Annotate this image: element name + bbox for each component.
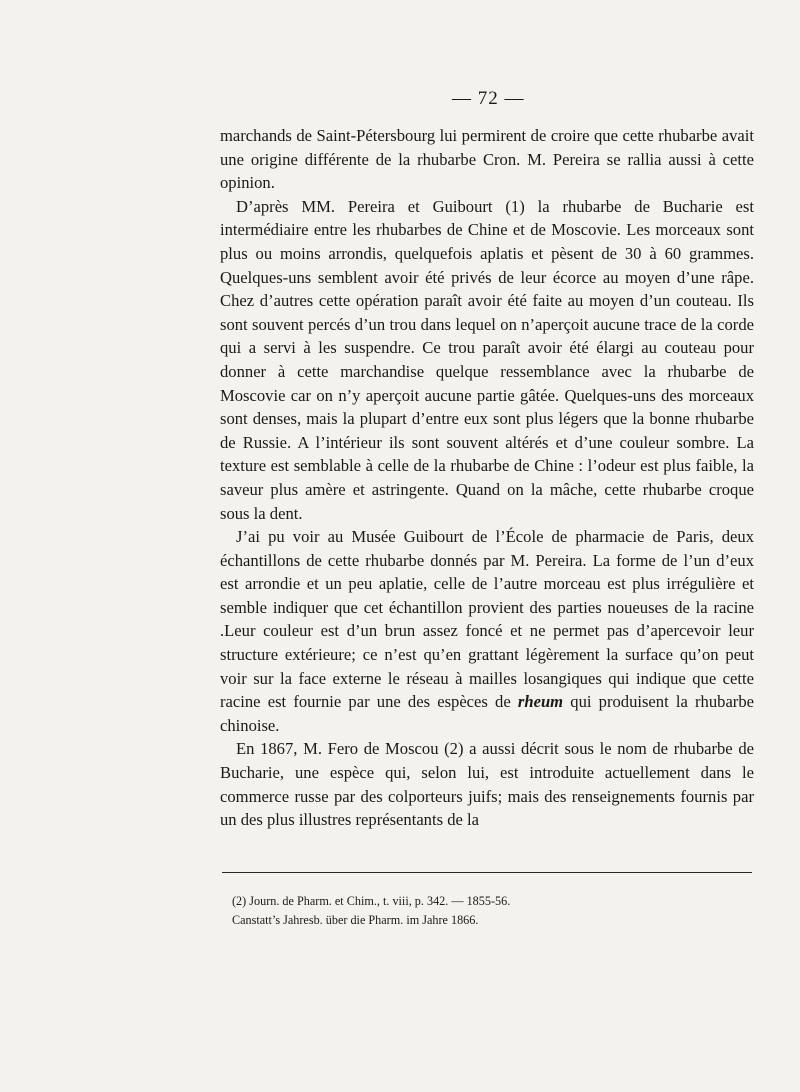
emphasis-term: rheum — [517, 692, 564, 712]
paragraph: marchands de Saint-Pétersbourg lui permirent de croire que cette rhubarbe avait une origine différente de la rhubarbe Cron. M. Pereira se rallia aussi à cette opinion. — [220, 126, 754, 193]
paragraph-text-end: qui produisent la rhubarbe chinoise. — [220, 692, 754, 735]
footnote-divider — [222, 872, 752, 873]
paragraph — [220, 525, 754, 737]
paragraph: D’après MM. Pereira et Guibourt (1) la rhubarbe de Bucharie est intermédiaire entre les rhubarbes de Chine et de Moscovie. Les morceaux sont plus ou moins arrondis, quelquefois aplatis et pèsent de 30 à 60 grammes. Quelques-uns semblent avoir été privés de leur écorce au moyen d’une râpe. Chez d’autres cette opération paraît avoir été faite au moyen d’un couteau. Ils sont souvent percés d’un trou dans lequel on n’aperçoit aucune trace de la corde qui a servi à les suspendre. Ce trou paraît avoir été élargi au couteau pour donner à cette marchandise quelque ressemblance avec la rhubarbe de Moscovie car on n’y aperçoit aucune partie gâtée. Quelques-uns des morceaux sont denses, mais la plupart d’entre eux sont plus légers que la bonne rhubarbe de Russie. A l’intérieur ils sont souvent altérés et d’une couleur sombre. La texture est semblable à celle de la rhubarbe de Chine : l’odeur est plus faible, la saveur plus amère et astringente. Quand on la mâche, cette rhubarbe croque sous la dent. — [220, 196, 754, 523]
footnotes — [232, 892, 752, 930]
page-number: — 72 — — [452, 88, 525, 109]
footnote: (2) Journ. de Pharm. et Chim., t. viii, p. 342. — 1855-56. — [232, 894, 511, 908]
paragraph-text: J’ai pu voir au Musée Guibourt de l’École de pharmacie de Paris, deux échantillons de cette rhubarbe donnés par M. Pereira. La forme de l’un d’eux est arrondie et un peu aplatie, celle de l’autre morceau est plus irrégulière et semble indiquer que cet échantillon provient des parties noueuses de la racine .Leur couleur est d’un brun assez foncé et ne permet pas d’apercevoir leur structure extérieure; ce n’est qu’en grattant légèrement la surface qu’on peut voir sur la face externe le réseau à mailles losangiques qui indique que cette racine est fournie par une des espèces de — [220, 527, 754, 712]
footnote: Canstatt’s Jahresb. über die Pharm. im Jahre 1866. — [232, 913, 479, 927]
paragraph: En 1867, M. Fero de Moscou (2) a aussi décrit sous le nom de rhubarbe de Bucharie, une espèce qui, selon lui, est introduite actuellement dans le commerce russe par des colporteurs juifs; mais des renseignements fournis par un des plus illustres représentants de la — [220, 739, 754, 830]
main-text — [220, 124, 754, 832]
